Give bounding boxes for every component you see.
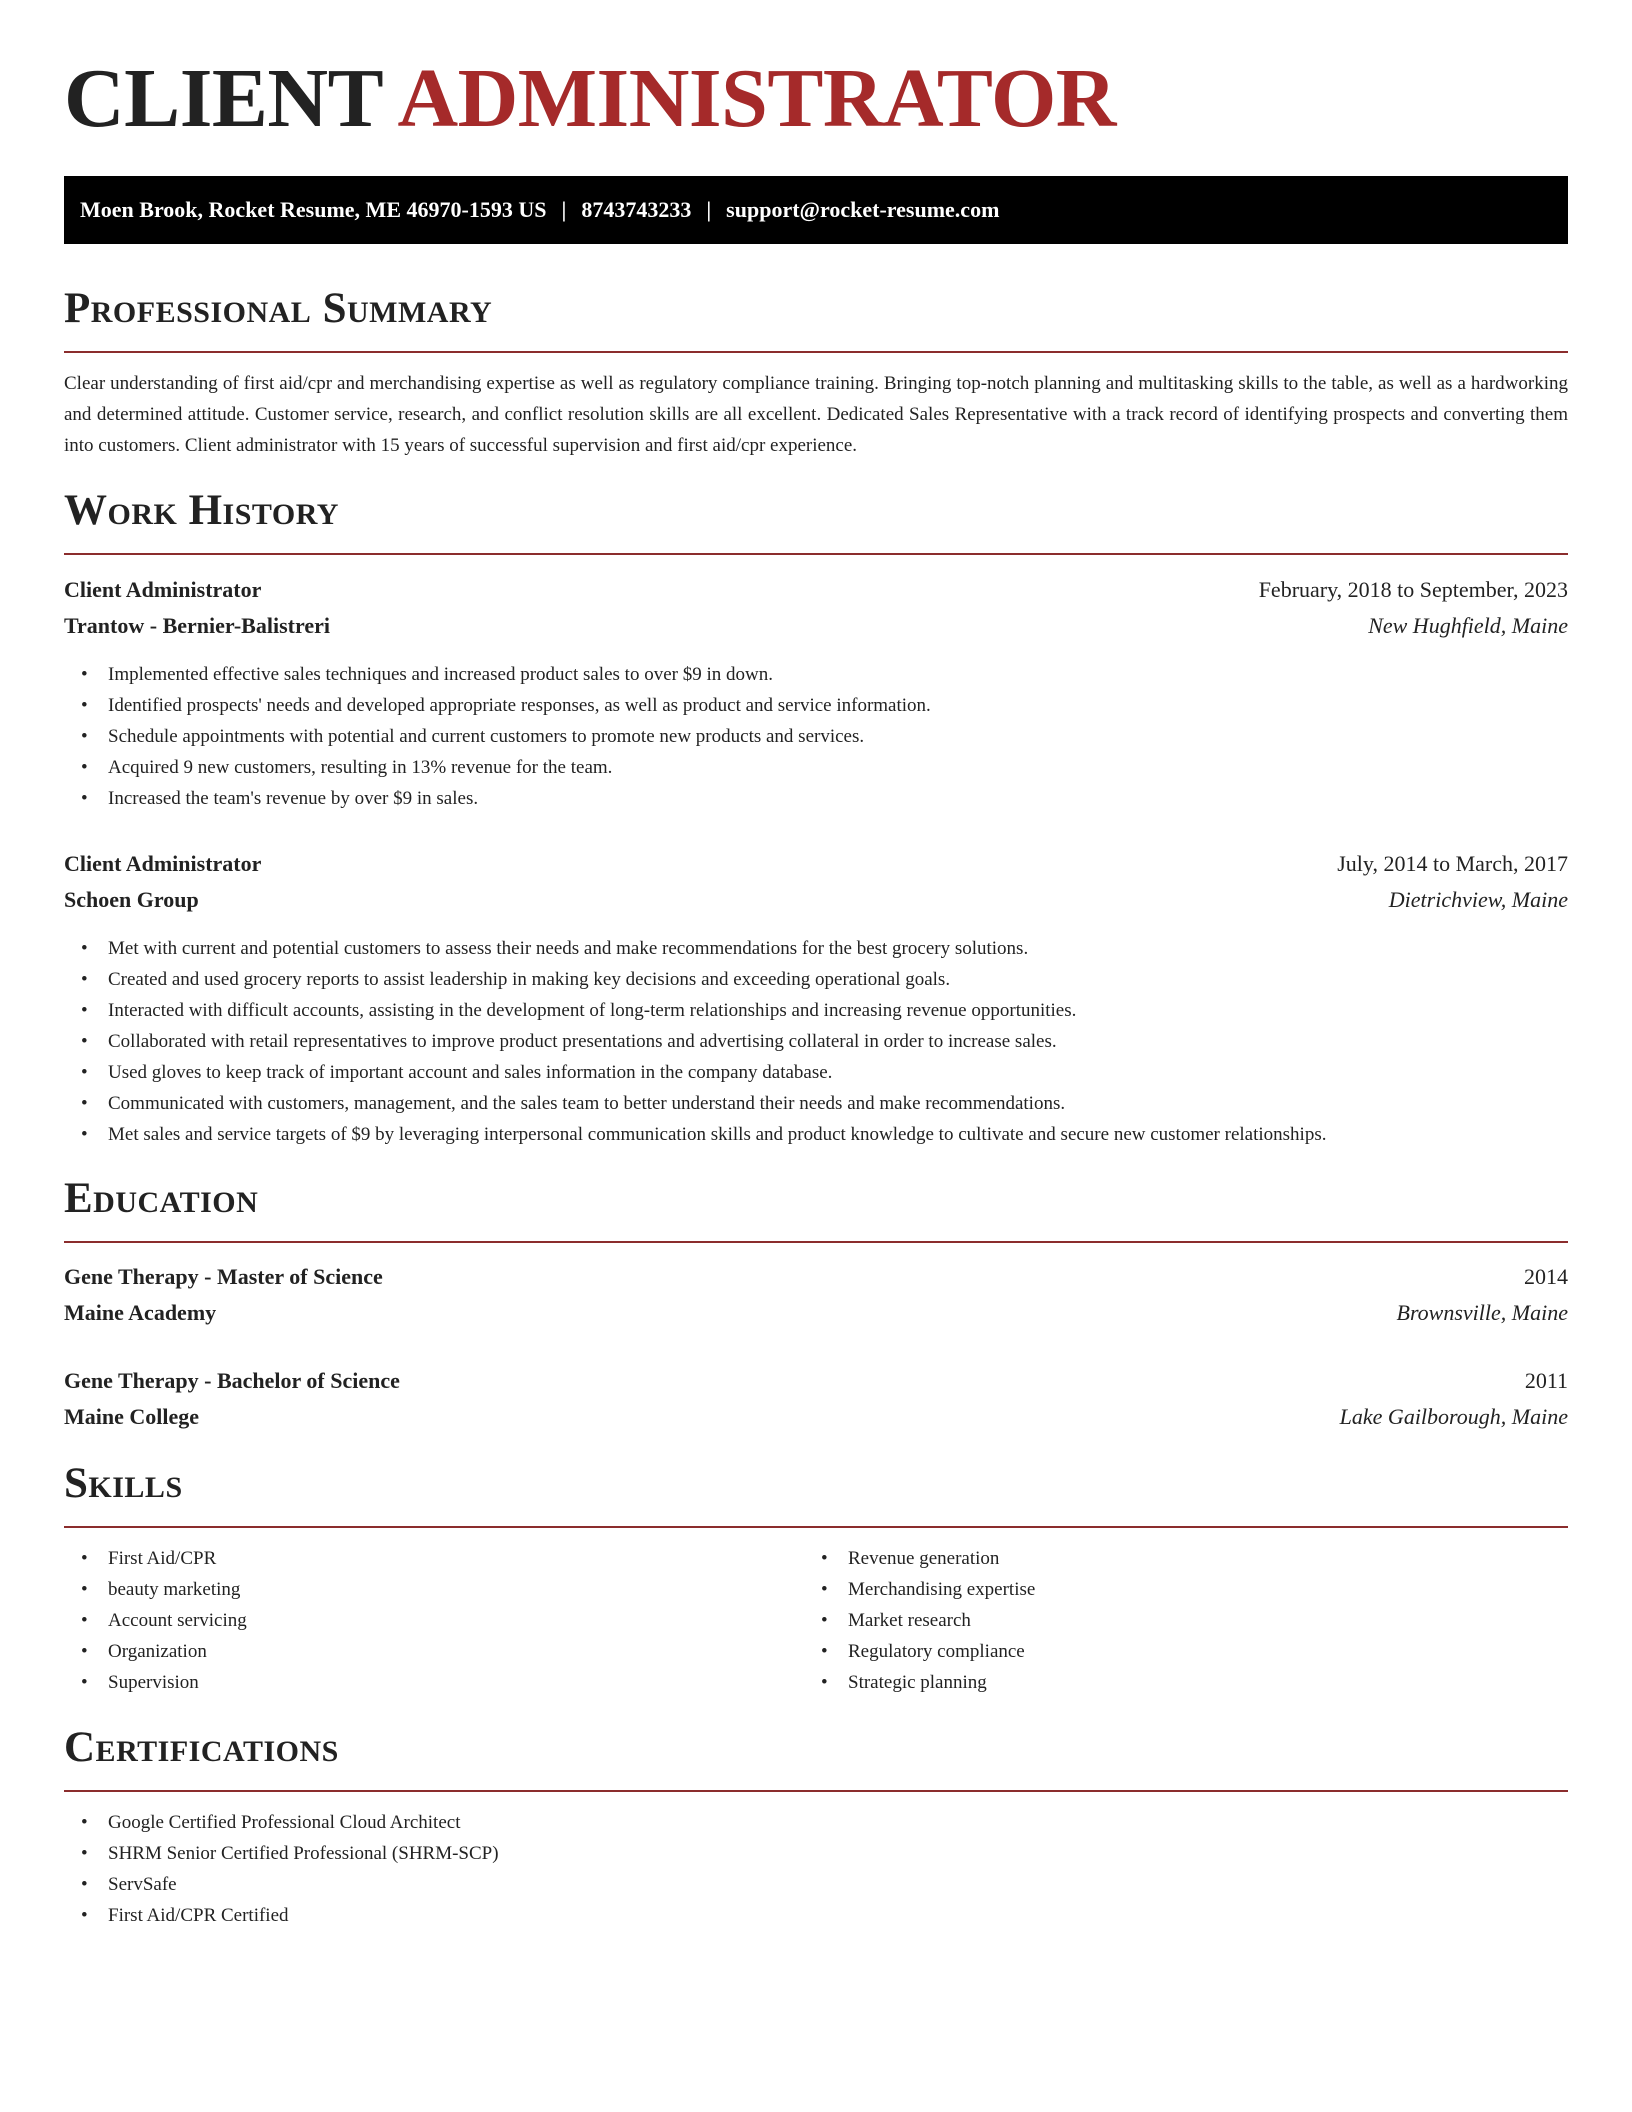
certification-item: • First Aid/CPR Certified (64, 1900, 499, 1931)
certifications-list (64, 1807, 499, 1931)
job-2-header (64, 846, 1568, 882)
certifications-divider (64, 1790, 1568, 1792)
skills-heading: Skills (64, 1460, 183, 1507)
summary-text: Clear understanding of first aid/cpr and merchandising expertise as well as regulatory compliance training. Bringing top-notch planning and multitasking skills to the table, as well as a hardworking and determined attitude. Customer service, research, and conflict resolution skills are all excellent. Dedicated Sales Representative with a track record of identifying prospects and converting them into customers. Client administrator with 15 years of successful supervision and first aid/cpr experience. (64, 373, 1568, 456)
education-heading: Education (64, 1175, 259, 1222)
skill-item: • Account servicing (64, 1605, 247, 1636)
contact-separator: | (561, 197, 567, 222)
job-bullet: • Used gloves to keep track of important account and sales information in the company database. (64, 1057, 1326, 1088)
job-2-bullets (64, 933, 1326, 1150)
skill-item: • Revenue generation (804, 1543, 1035, 1574)
certifications-heading: Certifications (64, 1724, 339, 1771)
education-year: 2011 (1524, 1368, 1568, 1393)
title-first-word: CLIENT (64, 52, 382, 145)
education-degree: Gene Therapy - Master of Science (64, 1264, 383, 1289)
job-dates: July, 2014 to March, 2017 (1337, 851, 1568, 876)
summary-divider (64, 351, 1568, 353)
job-bullet: • Communicated with customers, management, and the sales team to better understand their needs and make recommendations. (64, 1088, 1326, 1119)
work-history-divider (64, 553, 1568, 555)
skills-list-left (64, 1543, 247, 1698)
education-2-subheader (64, 1399, 1568, 1435)
job-company: Trantow - Bernier-Balistreri (64, 613, 330, 638)
education-school: Maine Academy (64, 1300, 217, 1325)
skills-list-right (804, 1543, 1035, 1698)
job-location: New Hughfield, Maine (1368, 613, 1568, 638)
skill-item: • Regulatory compliance (804, 1636, 1035, 1667)
education-1-header (64, 1259, 1568, 1295)
job-bullet: • Increased the team's revenue by over $9 in sales. (64, 783, 931, 814)
resume-page (64, 0, 1568, 1926)
education-divider (64, 1241, 1568, 1243)
skill-item: • Merchandising expertise (804, 1574, 1035, 1605)
job-company: Schoen Group (64, 887, 199, 912)
education-school: Maine College (64, 1404, 200, 1429)
skill-item: • Strategic planning (804, 1667, 1035, 1698)
education-2-header (64, 1363, 1568, 1399)
contact-email: support@rocket-resume.com (726, 197, 1000, 222)
education-year: 2014 (1524, 1264, 1568, 1289)
contact-bar (64, 176, 1568, 244)
skill-item: • Organization (64, 1636, 247, 1667)
job-dates: February, 2018 to September, 2023 (1258, 577, 1568, 602)
skill-item: • beauty marketing (64, 1574, 247, 1605)
title-second-word: ADMINISTRATOR (397, 52, 1116, 145)
job-bullet: • Implemented effective sales techniques and increased product sales to over $9 in down. (64, 659, 931, 690)
contact-address: Moen Brook, Rocket Resume, ME 46970-1593 US (80, 197, 547, 222)
job-role: Client Administrator (64, 577, 262, 602)
job-bullet: • Identified prospects' needs and developed appropriate responses, as well as product and service information. (64, 690, 931, 721)
job-bullet: • Met sales and service targets of $9 by leveraging interpersonal communication skills and product knowledge to cultivate and secure new customer relationships. (64, 1119, 1326, 1150)
job-1-subheader (64, 608, 1568, 644)
job-bullet: • Schedule appointments with potential and current customers to promote new products and services. (64, 721, 931, 752)
certification-item: • ServSafe (64, 1869, 499, 1900)
contact-phone: 8743743233 (581, 197, 692, 222)
job-1-header (64, 572, 1568, 608)
education-location: Brownsville, Maine (1396, 1300, 1568, 1325)
job-role: Client Administrator (64, 851, 262, 876)
skill-item: • Supervision (64, 1667, 247, 1698)
certification-item: • Google Certified Professional Cloud Architect (64, 1807, 499, 1838)
job-2-subheader (64, 882, 1568, 918)
education-degree: Gene Therapy - Bachelor of Science (64, 1368, 400, 1393)
education-location: Lake Gailborough, Maine (1339, 1404, 1568, 1429)
work-history-heading: Work History (64, 487, 339, 534)
summary-heading: Professional Summary (64, 285, 493, 332)
job-bullet: • Met with current and potential customers to assess their needs and make recommendations for the best grocery solutions. (64, 933, 1326, 964)
job-bullet: • Created and used grocery reports to assist leadership in making key decisions and exceeding operational goals. (64, 964, 1326, 995)
skill-item: • Market research (804, 1605, 1035, 1636)
resume-title (64, 0, 1568, 144)
job-bullet: • Acquired 9 new customers, resulting in 13% revenue for the team. (64, 752, 931, 783)
certification-item: • SHRM Senior Certified Professional (SHRM-SCP) (64, 1838, 499, 1869)
job-1-bullets (64, 659, 931, 814)
skill-item: • First Aid/CPR (64, 1543, 247, 1574)
skills-divider (64, 1526, 1568, 1528)
job-location: Dietrichview, Maine (1388, 887, 1568, 912)
job-bullet: • Interacted with difficult accounts, assisting in the development of long-term relationships and increasing revenue opportunities. (64, 995, 1326, 1026)
contact-separator: | (706, 197, 712, 222)
job-bullet: • Collaborated with retail representatives to improve product presentations and advertising collateral in order to increase sales. (64, 1026, 1326, 1057)
education-1-subheader (64, 1295, 1568, 1331)
